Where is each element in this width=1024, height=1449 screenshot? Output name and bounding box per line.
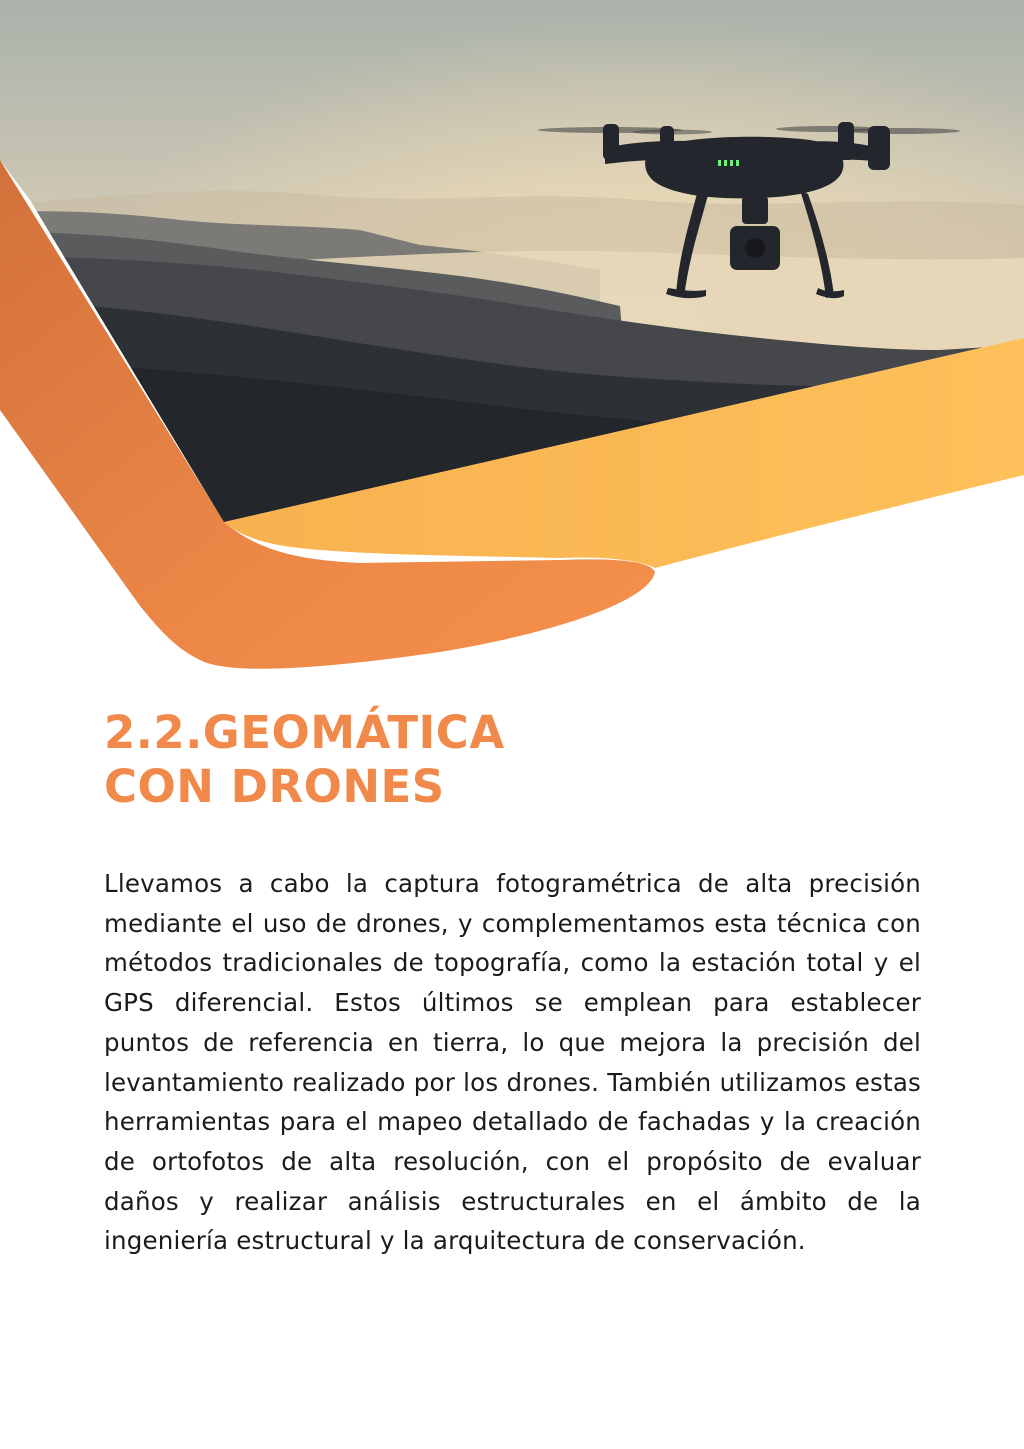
section-title [104, 706, 924, 814]
title-line-1: 2.2.GEOMÁTICA [104, 706, 505, 759]
title-line-2: CON DRONES [104, 760, 445, 813]
section-body: Llevamos a cabo la captura fotogramétrica de alta precisión mediante el uso de drones, y complementamos esta técnica con métodos tradicionales de topografía, como la estación total y el GPS diferencial. Estos últimos se emplean para establecer puntos de referencia en tierra, lo que mejora la precisión del levantamiento realizado por los drones. También utilizamos estas herramientas para el mapeo detallado de fachadas y la creación de ortofotos de alta resolución, con el propósito de evaluar daños y realizar análisis estructurales en el ámbito de la ingeniería estructural y la arquitectura de conservación. [104, 869, 921, 1256]
hero-graphic [0, 0, 1024, 700]
